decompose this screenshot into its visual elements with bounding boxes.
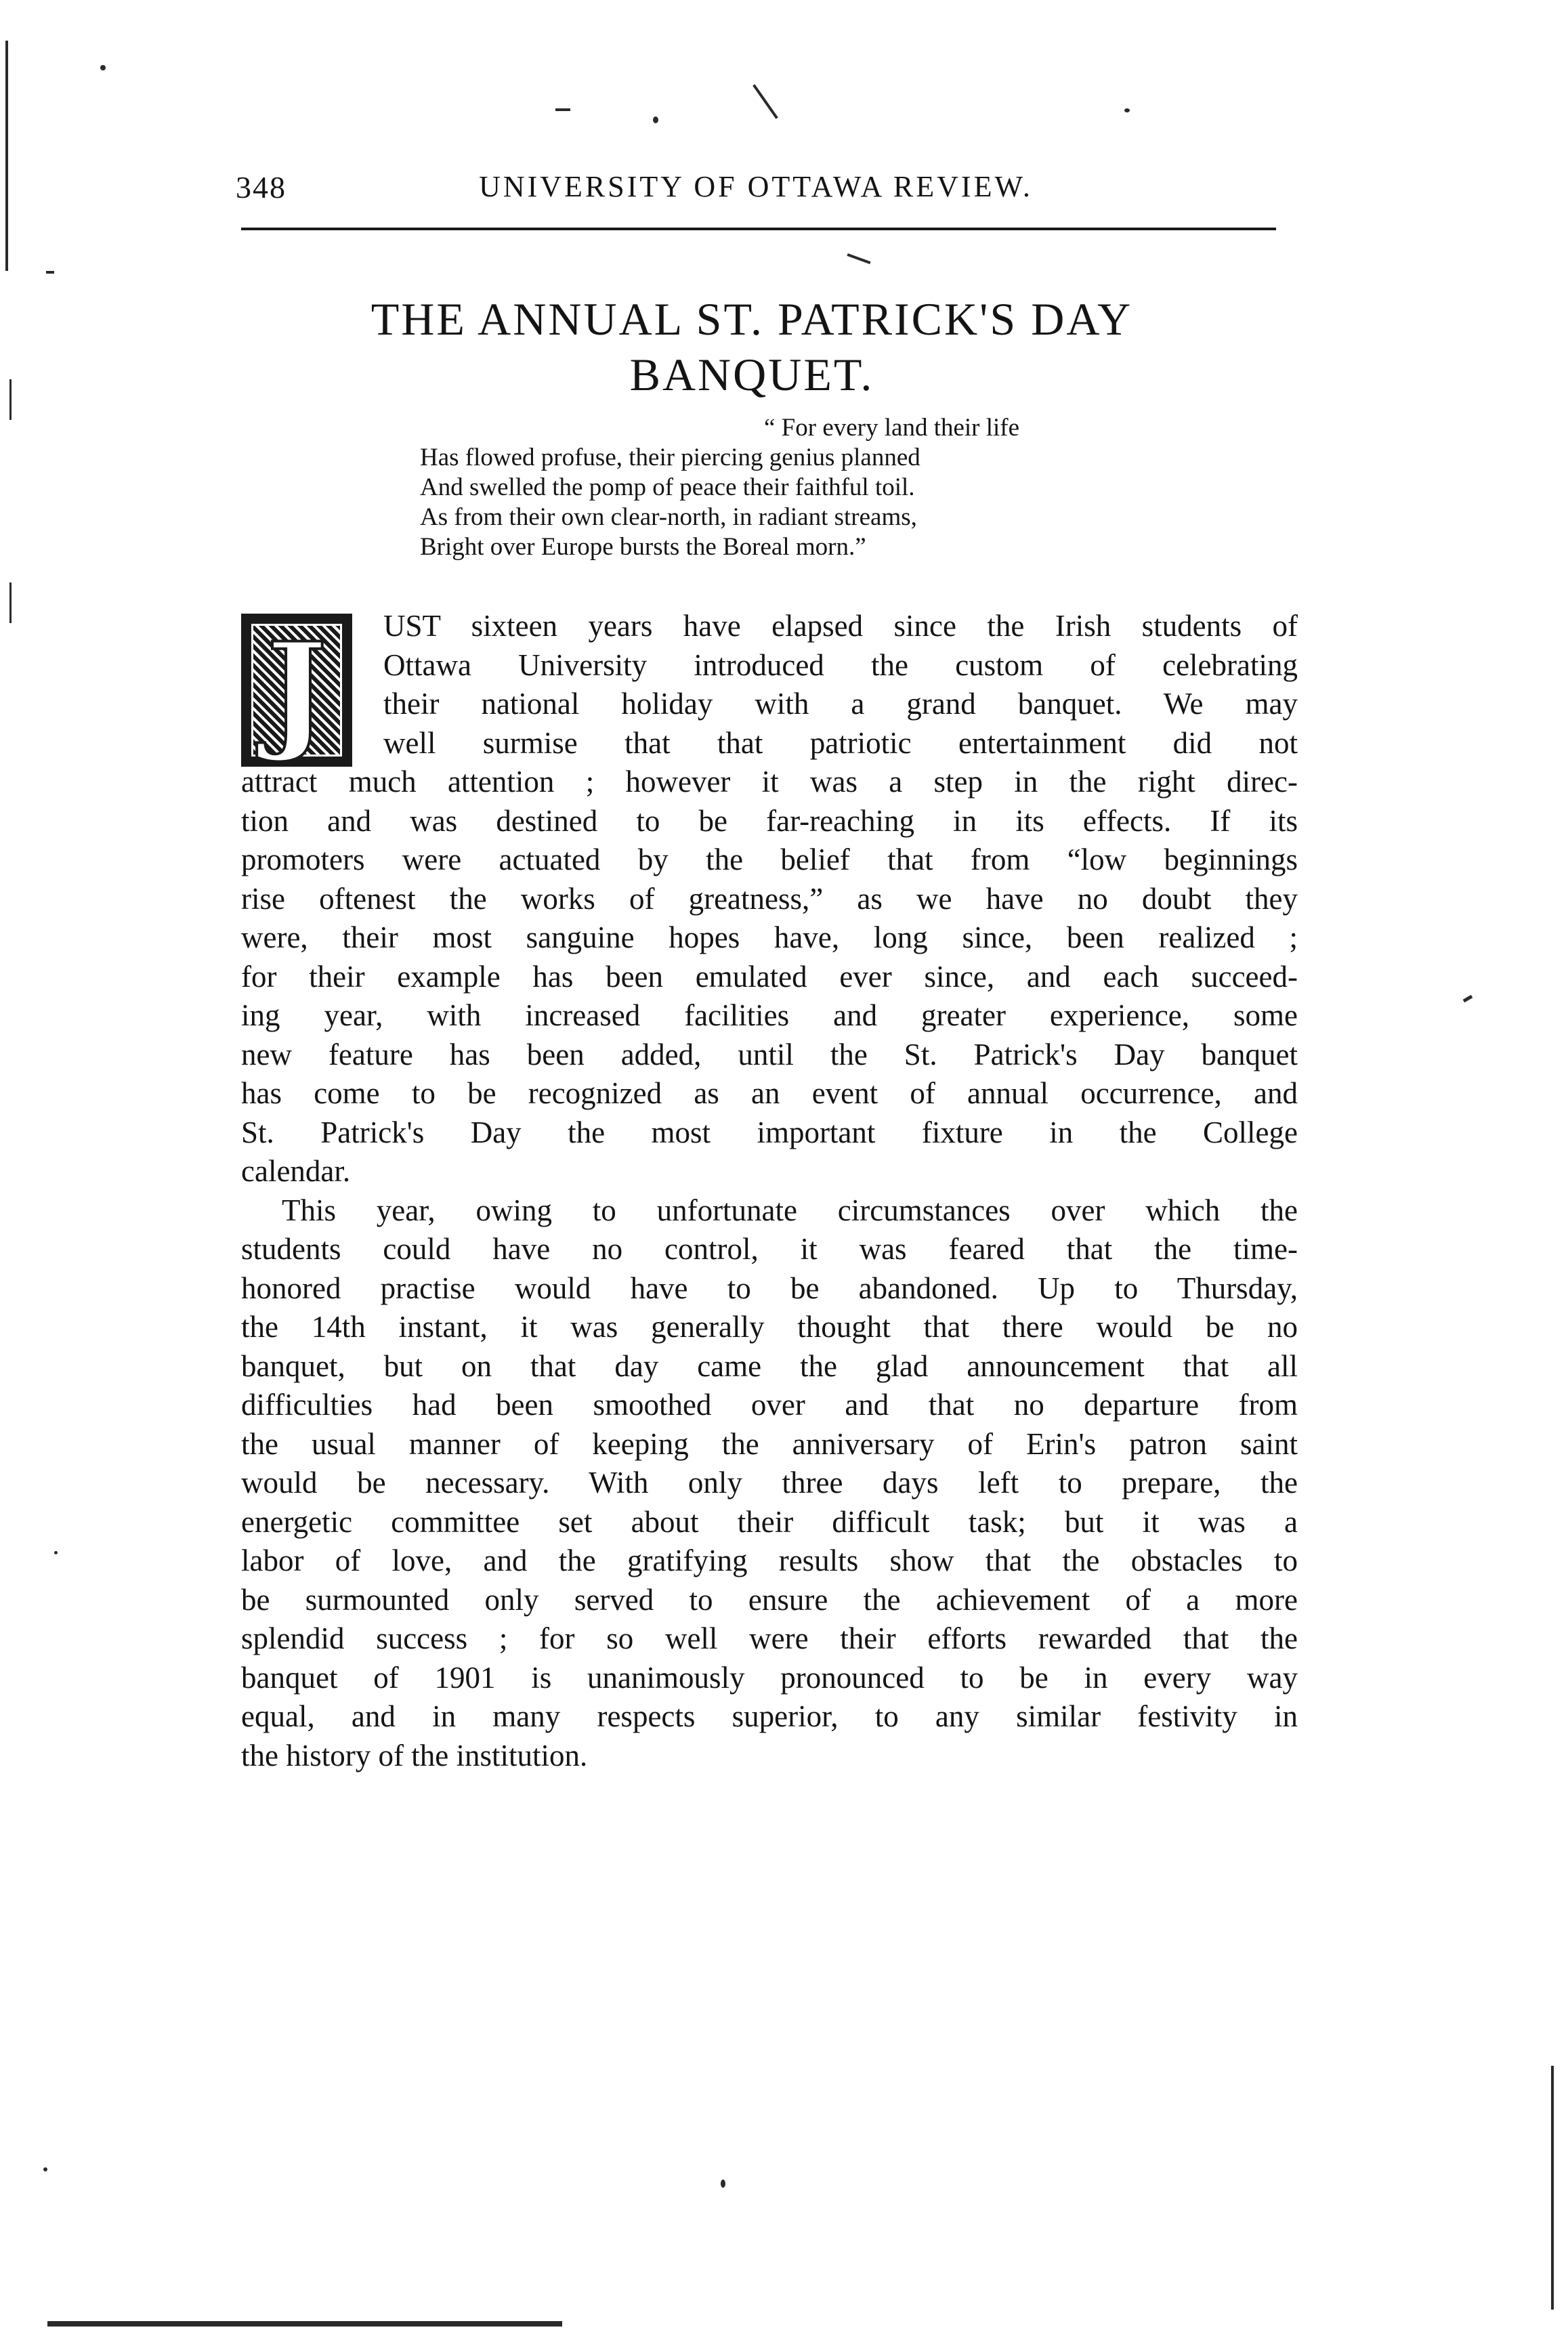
- text-line: the 14th instant, it was generally thought that there would be no: [241, 1310, 1298, 1344]
- text-line: the history of the institution.: [241, 1738, 588, 1772]
- running-header: [236, 169, 1276, 217]
- drop-cap-letter: J: [266, 614, 327, 765]
- scan-left-edge-mark: [9, 582, 12, 623]
- article-title: [284, 291, 1219, 402]
- paragraph-1: [241, 607, 1298, 1191]
- epigraph-line: Has flowed profuse, their piercing genius planned: [420, 444, 920, 471]
- epigraph-line: Bright over Europe bursts the Boreal morn.”: [420, 533, 866, 561]
- scan-speck: [555, 108, 570, 111]
- text-line: labor of love, and the gratifying results show that the obstacles to: [241, 1544, 1298, 1577]
- text-line: new feature has been added, until the St. Patrick's Day banquet: [241, 1037, 1298, 1071]
- scan-speck: [46, 271, 54, 274]
- text-line: ing year, with increased facilities and greater experience, some: [241, 998, 1298, 1032]
- paragraph-2: [241, 1191, 1298, 1776]
- text-line: well surmise that that patriotic entertainment did not: [383, 725, 1298, 760]
- epigraph-line: As from their own clear-north, in radiant streams,: [420, 503, 917, 531]
- text-line: rise oftenest the works of greatness,” as we have no doubt they: [241, 881, 1298, 916]
- scan-speck: [653, 116, 658, 123]
- scan-bottom-edge-mark: [47, 2321, 562, 2327]
- epigraph: [420, 413, 1165, 562]
- text-line: would be necessary. With only three days left to prepare, the: [241, 1466, 1298, 1500]
- text-line: has come to be recognized as an event of annual occurrence, and: [241, 1076, 1298, 1110]
- text-line: St. Patrick's Day the most important fixture in the College: [241, 1115, 1298, 1149]
- text-line: splendid success ; for so well were their efforts rewarded that the: [241, 1621, 1298, 1655]
- text-line: honored practise would have to be abandoned. Up to Thursday,: [241, 1271, 1298, 1305]
- article-body: [241, 607, 1298, 1775]
- scan-left-edge-mark: [5, 41, 8, 271]
- text-line: for their example has been emulated ever since, and each succeed-: [241, 959, 1298, 994]
- text-line: banquet, but on that day came the glad announcement that all: [241, 1348, 1298, 1383]
- text-line: This year, owing to unfortunate circumstances over which the: [282, 1193, 1298, 1227]
- article-title-line-1: THE ANNUAL ST. PATRICK'S DAY: [370, 293, 1133, 345]
- text-line: promoters were actuated by the belief that from “low beginnings: [241, 843, 1298, 876]
- scan-speck: [721, 2180, 725, 2188]
- text-line: calendar.: [241, 1154, 351, 1188]
- scan-speck: [753, 84, 778, 119]
- text-line: students could have no control, it was feared that the time-: [241, 1232, 1298, 1266]
- scan-speck: [1124, 108, 1130, 112]
- page-number: 348: [236, 170, 287, 205]
- scan-speck: [1463, 995, 1473, 1002]
- scan-right-edge-mark: [1551, 2066, 1554, 2310]
- text-line: equal, and in many respects superior, to any similar festivity in: [241, 1699, 1298, 1733]
- scan-speck: [43, 2167, 47, 2171]
- scan-speck: [847, 253, 870, 264]
- text-line: their national holiday with a grand banquet. We may: [383, 687, 1298, 721]
- text-line: be surmounted only served to ensure the achievement of a more: [241, 1582, 1298, 1617]
- text-line: the usual manner of keeping the anniversary of Erin's patron saint: [241, 1426, 1298, 1461]
- text-line: tion and was destined to be far-reaching in its effects. If its: [241, 803, 1298, 838]
- scan-speck: [54, 1551, 58, 1554]
- epigraph-line: “ For every land their life: [764, 414, 1020, 442]
- text-line: were, their most sanguine hopes have, long since, been realized ;: [241, 920, 1298, 954]
- text-line: difficulties had been smoothed over and that no departure from: [241, 1388, 1298, 1422]
- text-line: UST sixteen years have elapsed since the Irish students of: [383, 609, 1298, 643]
- text-line: energetic committee set about their difficult task; but it was a: [241, 1504, 1298, 1539]
- text-line: Ottawa University introduced the custom of celebrating: [383, 647, 1298, 682]
- epigraph-line: And swelled the pomp of peace their faithful toil.: [420, 473, 915, 501]
- text-line: banquet of 1901 is unanimously pronounced to be in every way: [241, 1660, 1298, 1695]
- journal-title: UNIVERSITY OF OTTAWA REVIEW.: [479, 170, 1033, 203]
- header-rule: [241, 228, 1276, 230]
- article-title-line-2: BANQUET.: [629, 349, 874, 400]
- scan-speck: [100, 65, 106, 70]
- scan-left-edge-mark: [9, 379, 12, 420]
- text-line: attract much attention ; however it was a step in the right direc-: [241, 765, 1298, 799]
